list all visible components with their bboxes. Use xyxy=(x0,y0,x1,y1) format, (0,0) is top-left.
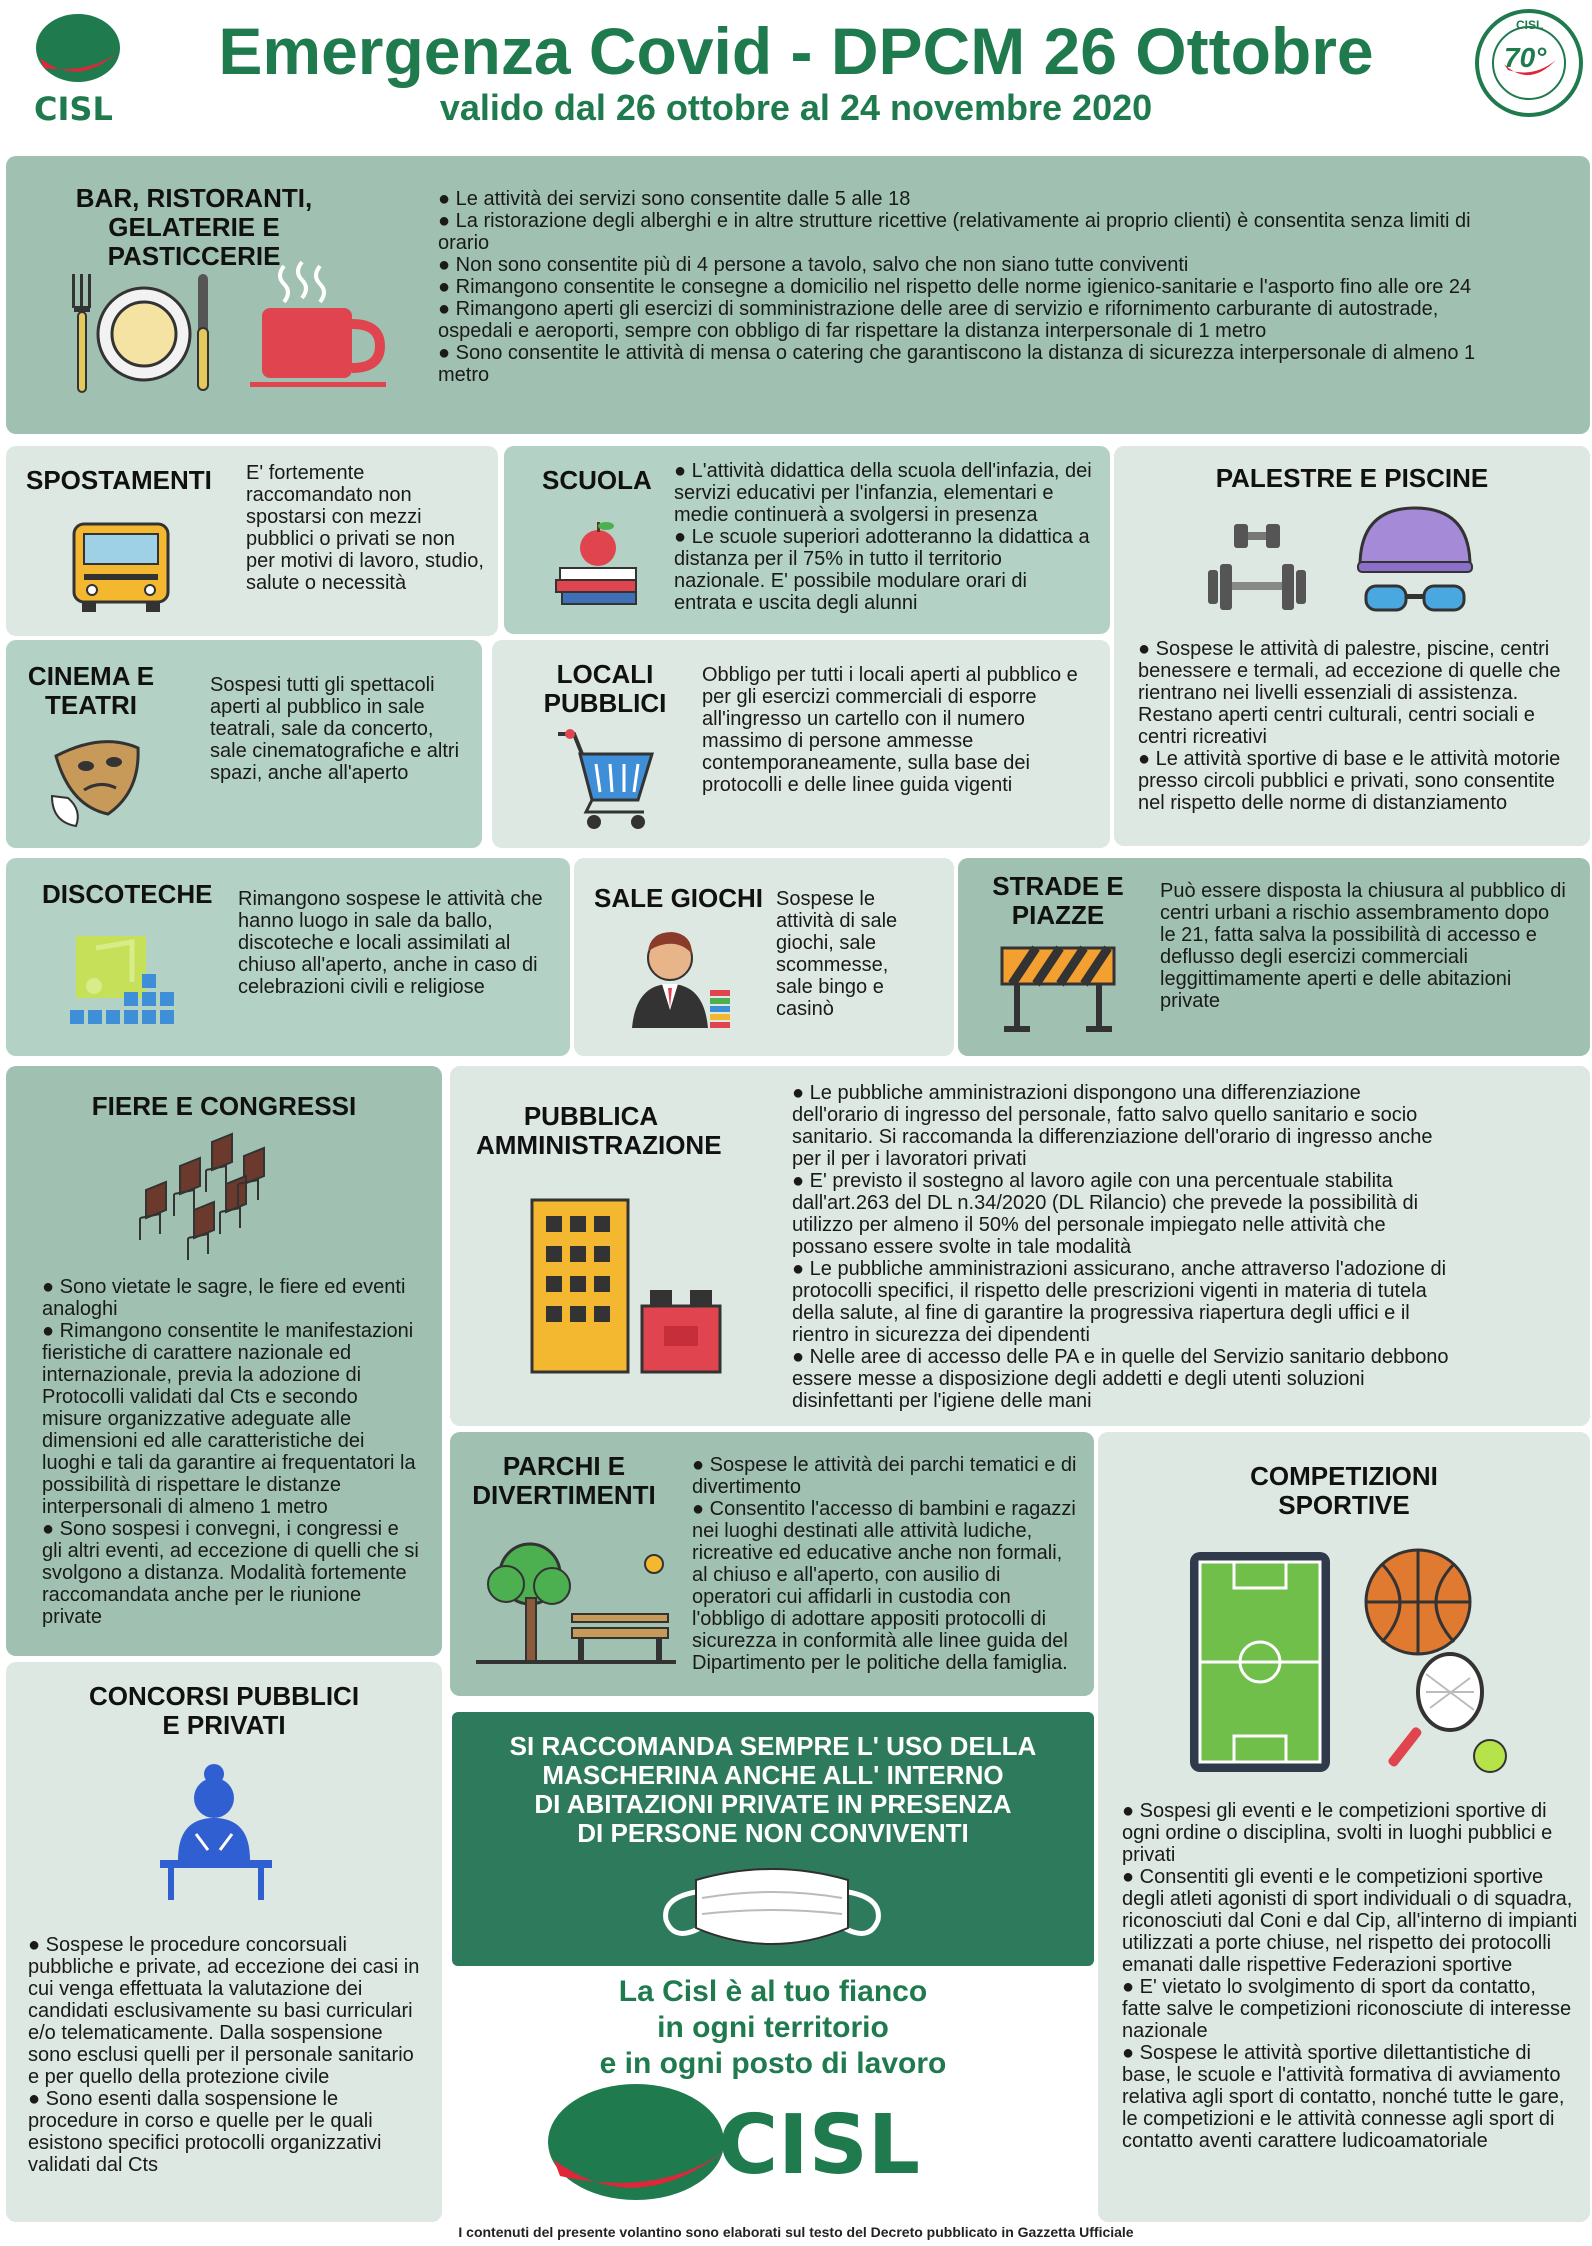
swim-cap-goggles-icon xyxy=(1350,502,1480,622)
road-barrier-icon xyxy=(998,944,1118,1034)
list-item: ● Sono esenti dalla sospensione le procedure in corso e quelle per le quali esistono specifici protocolli organizzativi validati dal Cts xyxy=(28,2088,428,2176)
section-competizioni xyxy=(1098,1432,1590,2222)
section-title: SPOSTAMENTI xyxy=(26,465,212,495)
mask-recommendation-box xyxy=(452,1712,1094,1966)
list-item: ● L'attività didattica della scuola dell'infazia, dei servizi educativi per l'infanzia, elementari e medie continuerà a svolgersi in presenza xyxy=(674,460,1094,526)
section-fiere xyxy=(6,1066,442,1656)
footer-note: I contenuti del presente volantino sono elaborati sul testo del Decreto pubblicato in Gazzetta Ufficiale xyxy=(458,2224,1134,2240)
section-title: DISCOTECHE xyxy=(42,879,213,909)
page-title: Emergenza Covid - DPCM 26 Ottobre xyxy=(218,14,1374,88)
section-locali xyxy=(492,640,1110,848)
page-subtitle: valido dal 26 ottobre al 24 novembre 2020 xyxy=(439,87,1153,128)
books-apple-icon xyxy=(554,514,644,614)
section-list xyxy=(438,188,1518,386)
cisl-bottom-logo-text: CISL xyxy=(718,2098,920,2193)
exam-desk-icon xyxy=(156,1760,276,1900)
government-building-icon xyxy=(526,1196,726,1376)
section-strade xyxy=(958,858,1590,1056)
section-scuola xyxy=(504,446,1110,634)
list-item: ● Sospese le procedure concorsuali pubbliche e private, ad eccezione dei casi in cui venga effettuata la valutazione dei candidati esclusivamente su basi curriculari e/o telematicamente. Dalla sospensione sono esclusi quelli per il personale sanitario e per quello della protezione civile xyxy=(28,1934,428,2088)
list-item: ● Consentiti gli eventi e le competizioni sportive degli atleti agonisti di sport individuali o di squadra, riconosciuti dal Coni e dal Cip, all'interno di impianti utilizzati a porte chiuse, nel rispetto dei protocolli emanati dalle rispettive Federazioni sportive xyxy=(1122,1866,1578,1976)
section-concorsi xyxy=(6,1662,442,2222)
music-note-icon xyxy=(66,926,176,1036)
casino-dealer-icon xyxy=(626,924,736,1034)
dumbbell-icon xyxy=(1204,516,1314,616)
section-title: CINEMA E TEATRI xyxy=(27,661,155,720)
section-text: Rimangono sospese le attività che hanno luogo in sale da ballo, discoteche e locali assimilati al chiuso all'aperto, anche in caso di celebrazioni civili e religiose xyxy=(238,888,543,998)
section-text: E' fortemente raccomandato non spostarsi con mezzi pubblici o privati se non per motivi di lavoro, studio, salute o necessità xyxy=(246,462,484,594)
list-item: ● Sono consentite le attività di mensa o catering che garantiscono la distanza di sicurezza interpersonale di almeno 1 metro xyxy=(438,342,1518,386)
list-item: ● E' previsto il sostegno al lavoro agile con una percentuale stabilita dall'art.263 del DL n.34/2020 (DL Rilancio) che prevede la possibilità di utilizzo per almeno il 50% del personale impiegato nelle attività che possano essere svolte in tale modalità xyxy=(792,1170,1452,1258)
section-list xyxy=(1138,638,1578,814)
list-item: ● Le pubbliche amministrazioni dispongono una differenziazione dell'orario di ingresso del personale, fatto salvo quello sanitario e socio sanitario. Si raccomanda la differenziazione dell'orario di ingresso anche per il per i lavoratori privati xyxy=(792,1082,1452,1170)
bus-icon xyxy=(66,516,176,616)
list-item: ● Le attività sportive di base e le attività motorie presso circoli pubblici e privati, sono consentite nel rispetto delle norme di distanziamento xyxy=(1138,748,1578,814)
list-item: ● La ristorazione degli alberghi e in altre strutture ricettive (relativamente ai proprio clienti) è consentita senza limiti di orario xyxy=(438,210,1518,254)
section-title: PUBBLICA AMMINISTRAZIONE xyxy=(476,1101,722,1160)
coffee-cup-icon xyxy=(244,256,394,396)
section-title: PARCHI E DIVERTIMENTI xyxy=(472,1451,656,1510)
section-list xyxy=(674,460,1094,614)
cisl-logo-text: CISL xyxy=(34,90,113,128)
cisl-70-badge xyxy=(1474,8,1584,118)
cutlery-plate-icon xyxy=(64,268,224,398)
section-pa xyxy=(450,1066,1590,1426)
section-spostamenti xyxy=(6,446,498,636)
cisl-bottom-logo xyxy=(540,2080,1000,2222)
cisl-slogan: La Cisl è al tuo fianco in ogni territorio e in ogni posto di lavoro xyxy=(599,1975,947,2080)
section-title: STRADE E PIAZZE xyxy=(992,871,1124,930)
list-item: ● Consentito l'accesso di bambini e ragazzi nei luoghi destinati alle attività ludiche, ricreative ed educative anche non formali, al chiuso e all'aperto, con ausilio di operatori cui affidarli in custodia con l'obbligo di adottare appositi protocolli di sicurezza in conformità alle linee guida del Dipartimento per le politiche della famiglia. xyxy=(692,1498,1078,1674)
list-item: ● Sospese le attività dei parchi tematici e di divertimento xyxy=(692,1454,1078,1498)
section-title: COMPETIZIONI SPORTIVE xyxy=(1250,1461,1438,1520)
section-title: LOCALI PUBBLICI xyxy=(543,659,667,718)
sport-field-ball-racket-icon xyxy=(1150,1542,1530,1782)
list-item: ● Sospesi gli eventi e le competizioni sportive di ogni ordine o disciplina, svolti in luoghi pubblici e privati xyxy=(1122,1800,1578,1866)
list-item: ● Rimangono aperti gli esercizi di somministrazione delle aree di servizio e rifornimento carburante di autostrade, ospedali e aeroporti, sempre con obbligo di far rispettare la distanza interpersonale di 1 metro xyxy=(438,298,1518,342)
list-item: ● Rimangono consentite le consegne a domicilio nel rispetto delle norme igienico-sanitarie e l'asporto fino alle ore 24 xyxy=(438,276,1518,298)
section-title: PALESTRE E PISCINE xyxy=(1215,463,1489,493)
theater-masks-icon xyxy=(42,722,152,832)
list-item: ● Rimangono consentite le manifestazioni fieristiche di carattere nazionale ed internazionale, previa la adozione di Protocolli validati dal Cts e secondo misure organizzative adeguate alle dimensioni ed alle caratteristiche dei luoghi e tali da garantire ai frequentatori la possibilità di rispettare le distanze interpersonali di almeno 1 metro xyxy=(42,1320,422,1518)
list-item: ● Le pubbliche amministrazioni assicurano, anche attraverso l'adozione di protocolli specifici, il rispetto delle prescrizioni vigenti in materia di tutela della salute, al fine di garantire la progressiva riapertura degli uffici e il rientro in sicurezza dei dipendenti xyxy=(792,1258,1452,1346)
section-list xyxy=(792,1082,1452,1412)
section-title: CONCORSI PUBBLICI E PRIVATI xyxy=(88,1681,360,1740)
section-list xyxy=(28,1934,428,2176)
list-item: ● Le scuole superiori adotteranno la didattica a distanza per il 75% in tutto il territorio nazionale. E' possibile modulare orari di entrata e uscita degli alunni xyxy=(674,526,1094,614)
section-list xyxy=(42,1276,422,1628)
list-item: ● Sono vietate le sagre, le fiere ed eventi analoghi xyxy=(42,1276,422,1320)
list-item: ● Sospese le attività sportive dilettantistiche di base, le scuole e l'attività formativa di avviamento relativa agli sport di contatto, nonché tutte le gare, le competizioni e le attività connesse agli sport di contatto aventi carattere ludicoamatoriale xyxy=(1122,2042,1578,2152)
list-item: ● E' vietato lo svolgimento di sport da contatto, fatte salve le competizioni riconosciute di interesse nazionale xyxy=(1122,1976,1578,2042)
conference-chairs-icon xyxy=(116,1126,316,1276)
section-text: Obbligo per tutti i locali aperti al pubblico e per gli esercizi commerciali di esporre all'ingresso un cartello con il numero massimo di persone ammesse contemporaneamente, sulla base dei protocolli e delle linee guida vigenti xyxy=(702,664,1078,796)
badge-cisl-text: CISL xyxy=(1516,18,1544,32)
mask-recommendation-text: SI RACCOMANDA SEMPRE L' USO DELLA MASCHERINA ANCHE ALL' INTERNO DI ABITAZIONI PRIVATE IN PRESENZA DI PERSONE NON CONVIVENTI xyxy=(509,1731,1037,1848)
section-discoteche xyxy=(6,858,570,1056)
section-parchi xyxy=(450,1432,1094,1696)
shopping-cart-icon xyxy=(552,724,662,834)
section-salegiochi xyxy=(574,858,954,1056)
list-item: ● Nelle aree di accesso delle PA e in quelle del Servizio sanitario debbono essere messe a disposizione degli addetti e degli utenti soluzioni disinfettanti per l'igiene delle mani xyxy=(792,1346,1452,1412)
section-bar xyxy=(6,156,1590,434)
section-text: Può essere disposta la chiusura al pubblico di centri urbani a rischio assembramento dopo le 21, fatta salva la possibilità di accesso e deflusso degli esercizi commerciali leggittimamente aperti e delle abitazioni private xyxy=(1160,880,1566,1012)
section-text: Sospesi tutti gli spettacoli aperti al pubblico in sale teatrali, sale da concerto, sale cinematografiche e altri spazi, anche all'aperto xyxy=(210,674,460,784)
section-title: SCUOLA xyxy=(542,465,652,495)
list-item: ● Sono sospesi i convegni, i congressi e gli altri eventi, ad eccezione di quelli che si svolgono a distanza. Modalità fortemente raccomandata anche per le riunione private xyxy=(42,1518,422,1628)
section-title: SALE GIOCHI xyxy=(594,883,764,913)
section-title: BAR, RISTORANTI, GELATERIE E PASTICCERIE xyxy=(75,183,313,271)
section-text: Sospese le attività di sale giochi, sale scommesse, sale bingo e casinò xyxy=(776,888,898,1020)
list-item: ● Sospese le attività di palestre, piscine, centri benessere e termali, ad eccezione di quelle che rientrano nei livelli essenziali di assistenza. Restano aperti centri culturali, centri sociali e centri ricreativi xyxy=(1138,638,1578,748)
list-item: ● Le attività dei servizi sono consentite dalle 5 alle 18 xyxy=(438,188,1518,210)
face-mask-icon xyxy=(652,1858,892,1958)
list-item: ● Non sono consentite più di 4 persone a tavolo, salvo che non siano tutte conviventi xyxy=(438,254,1518,276)
cisl-bottom-logo-icon xyxy=(540,2080,730,2222)
section-list xyxy=(692,1454,1078,1674)
section-list xyxy=(1122,1800,1578,2152)
park-tree-bench-icon xyxy=(476,1538,676,1668)
section-cinema xyxy=(6,640,482,848)
section-palestre xyxy=(1114,446,1590,846)
section-title: FIERE E CONGRESSI xyxy=(91,1091,357,1121)
badge-number: 70° xyxy=(1504,42,1547,73)
